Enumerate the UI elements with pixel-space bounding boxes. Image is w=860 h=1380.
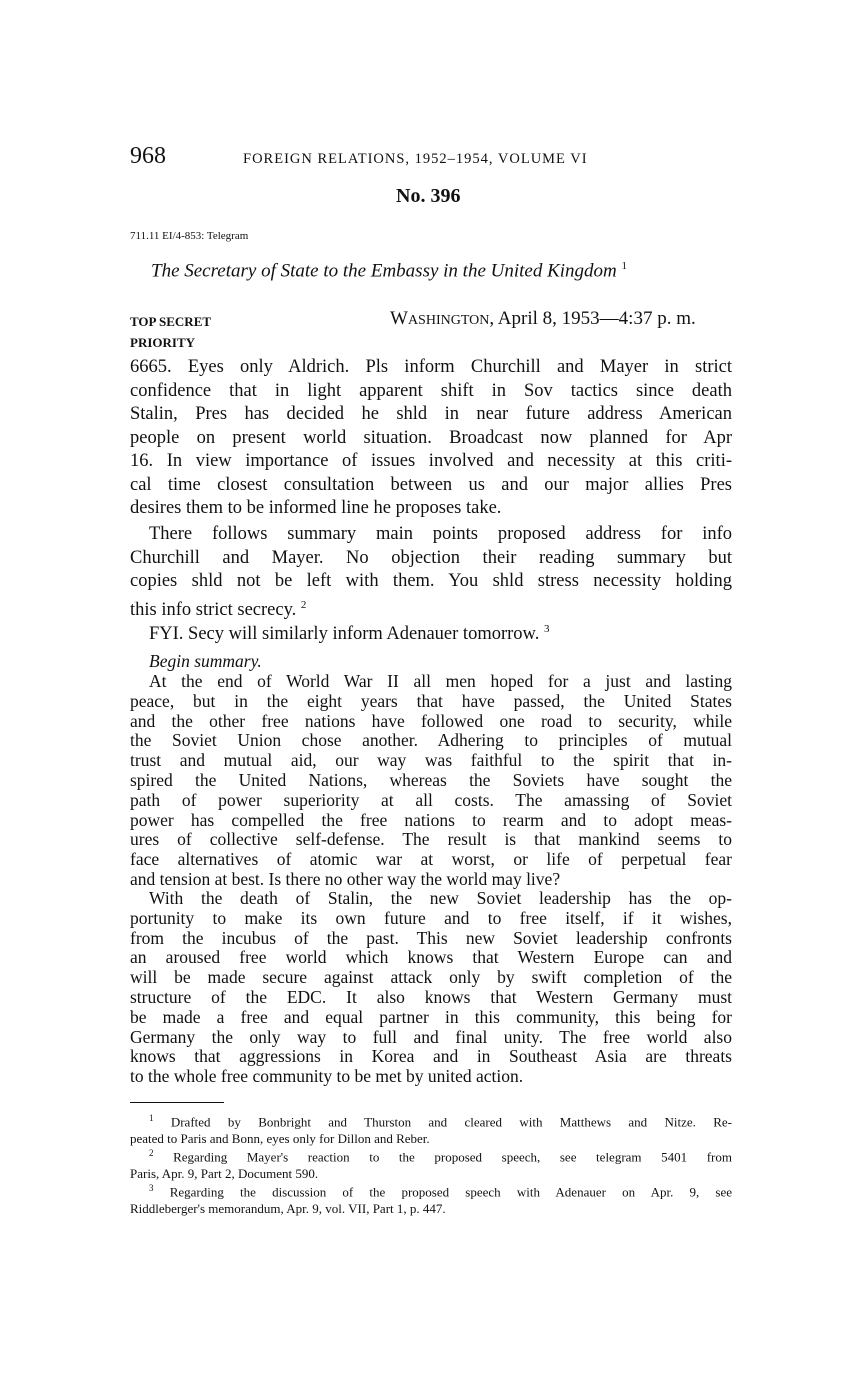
footnote-number: 2: [149, 1148, 154, 1158]
file-reference: 711.11 EI/4-853: Telegram: [130, 230, 249, 242]
summary-paragraph-1: [130, 672, 732, 890]
text-line: an aroused free world which knows that Western Europe can and: [130, 947, 732, 968]
text-line: and tension at best. Is there no other way the world may live?: [130, 868, 561, 889]
document-number: No. 396: [396, 185, 461, 207]
footnote-marker-3: 3: [543, 623, 550, 635]
text-line: from the incubus of the past. This new Soviet leadership confronts: [130, 927, 732, 948]
document-title: [151, 260, 627, 282]
page-number: 968: [130, 143, 166, 169]
text-line: the Soviet Union chose another. Adhering to principles of mutual: [130, 730, 732, 751]
dateline-place-rest: ASHINGTON: [407, 313, 490, 328]
footnote-3: [130, 1180, 732, 1217]
dateline-date: , April 8, 1953—4:37 p. m.: [489, 308, 696, 329]
classification-line: PRIORITY: [130, 335, 196, 350]
dateline-place-initial: W: [390, 308, 408, 329]
text-line: Churchill and Mayer. No objection their reading summary but: [130, 547, 732, 568]
summary-heading: Begin summary.: [149, 651, 262, 671]
text-line: spired the United Nations, whereas the Soviets have sought the: [130, 769, 732, 790]
text-line: 6665. Eyes only Aldrich. Pls inform Churchill and Mayer in strict: [130, 357, 732, 377]
text-line: peated to Paris and Bonn, eyes only for Dillon and Reber.: [130, 1131, 430, 1147]
text-line: copies shld not be left with them. You shld stress necessity holding: [130, 571, 732, 591]
text-line: There follows summary main points proposed address for info: [149, 524, 732, 544]
footnote-1: [130, 1110, 732, 1147]
text-line: people on present world situation. Broadcast now planned for Apr: [130, 427, 732, 448]
text-line: power has compelled the free nations to rearm and to adopt meas-: [130, 809, 732, 830]
classification-line: TOP SECRET: [130, 314, 212, 329]
telegram-paragraph-1: [130, 356, 732, 521]
text-line: With the death of Stalin, the new Soviet leadership has the op-: [149, 888, 732, 908]
text-line: structure of the EDC. It also knows that Western Germany must: [130, 986, 732, 1007]
text-line: [130, 1180, 732, 1200]
dateline: [390, 308, 696, 330]
text-line-content: this info strict secrecy.: [130, 599, 297, 620]
text-line: knows that aggressions in Korea and in Southeast Asia are threats: [130, 1046, 732, 1067]
footnote-number: 3: [149, 1183, 154, 1193]
footnote-number: 1: [149, 1113, 154, 1123]
text-line: will be made secure against attack only by swift completion of the: [130, 967, 732, 988]
text-line: ures of collective self-defense. The result is that mankind seems to: [130, 829, 732, 850]
classification: [130, 311, 211, 353]
text-line: [130, 1110, 732, 1130]
text-line: to the whole free community to be met by united action.: [130, 1066, 524, 1087]
footnote-marker-2: 2: [300, 598, 307, 611]
text-line: and the other free nations have followed one road to security, while: [130, 710, 732, 731]
footnote-text: Regarding the discussion of the proposed speech with Adenauer on Apr. 9, see: [169, 1184, 733, 1200]
text-line: trust and mutual aid, our way was faithful to the spirit that in-: [130, 750, 732, 771]
text-line: path of power superiority at all costs. The amassing of Soviet: [130, 789, 732, 810]
text-line: desires them to be informed line he proposes take.: [130, 498, 502, 518]
text-line: At the end of World War II all men hoped for a just and lasting: [149, 671, 732, 691]
text-line: Stalin, Pres has decided he shld in near future address American: [130, 404, 732, 424]
telegram-paragraph-3: [149, 618, 549, 647]
footnote-text: Regarding Mayer's reaction to the proposed speech, see telegram 5401 from: [173, 1149, 732, 1165]
footnote-2: [130, 1145, 732, 1182]
text-line: be made a free and equal partner in this community, this being for: [130, 1006, 732, 1027]
text-line: Riddleberger's memorandum, Apr. 9, vol. VII, Part 1, p. 447.: [130, 1201, 446, 1217]
text-line: [130, 1145, 732, 1165]
footnote-marker-1: 1: [621, 260, 628, 272]
summary-paragraph-2: [130, 889, 732, 1087]
text-line: face alternatives of atomic war at worst, or life of perpetual fear: [130, 849, 732, 870]
text-line: Paris, Apr. 9, Part 2, Document 590.: [130, 1166, 319, 1182]
document-title-text: The Secretary of State to the Embassy in the United Kingdom: [151, 260, 617, 282]
text-line: confidence that in light apparent shift in Sov tactics since death: [130, 380, 732, 401]
text-line: peace, but in the eight years that have passed, the United States: [130, 690, 732, 711]
footnote-divider: [130, 1102, 224, 1103]
running-head: FOREIGN RELATIONS, 1952–1954, VOLUME VI: [243, 151, 588, 167]
text-line: 16. In view importance of issues involved and necessity at this criti-: [130, 451, 732, 471]
footnote-text: Drafted by Bonbright and Thurston and cleared with Matthews and Nitze. Re-: [170, 1114, 733, 1130]
telegram-paragraph-2: [130, 547, 732, 623]
text-line: portunity to make its own future and to free itself, if it wishes,: [130, 907, 732, 928]
text-line: FYI. Secy will similarly inform Adenauer tomorrow.: [149, 624, 540, 645]
text-line: Germany the only way to full and final unity. The free world also: [130, 1026, 732, 1047]
text-line: cal time closest consultation between us and our major allies Pres: [130, 474, 732, 495]
telegram-paragraph-2-first: [149, 523, 732, 547]
